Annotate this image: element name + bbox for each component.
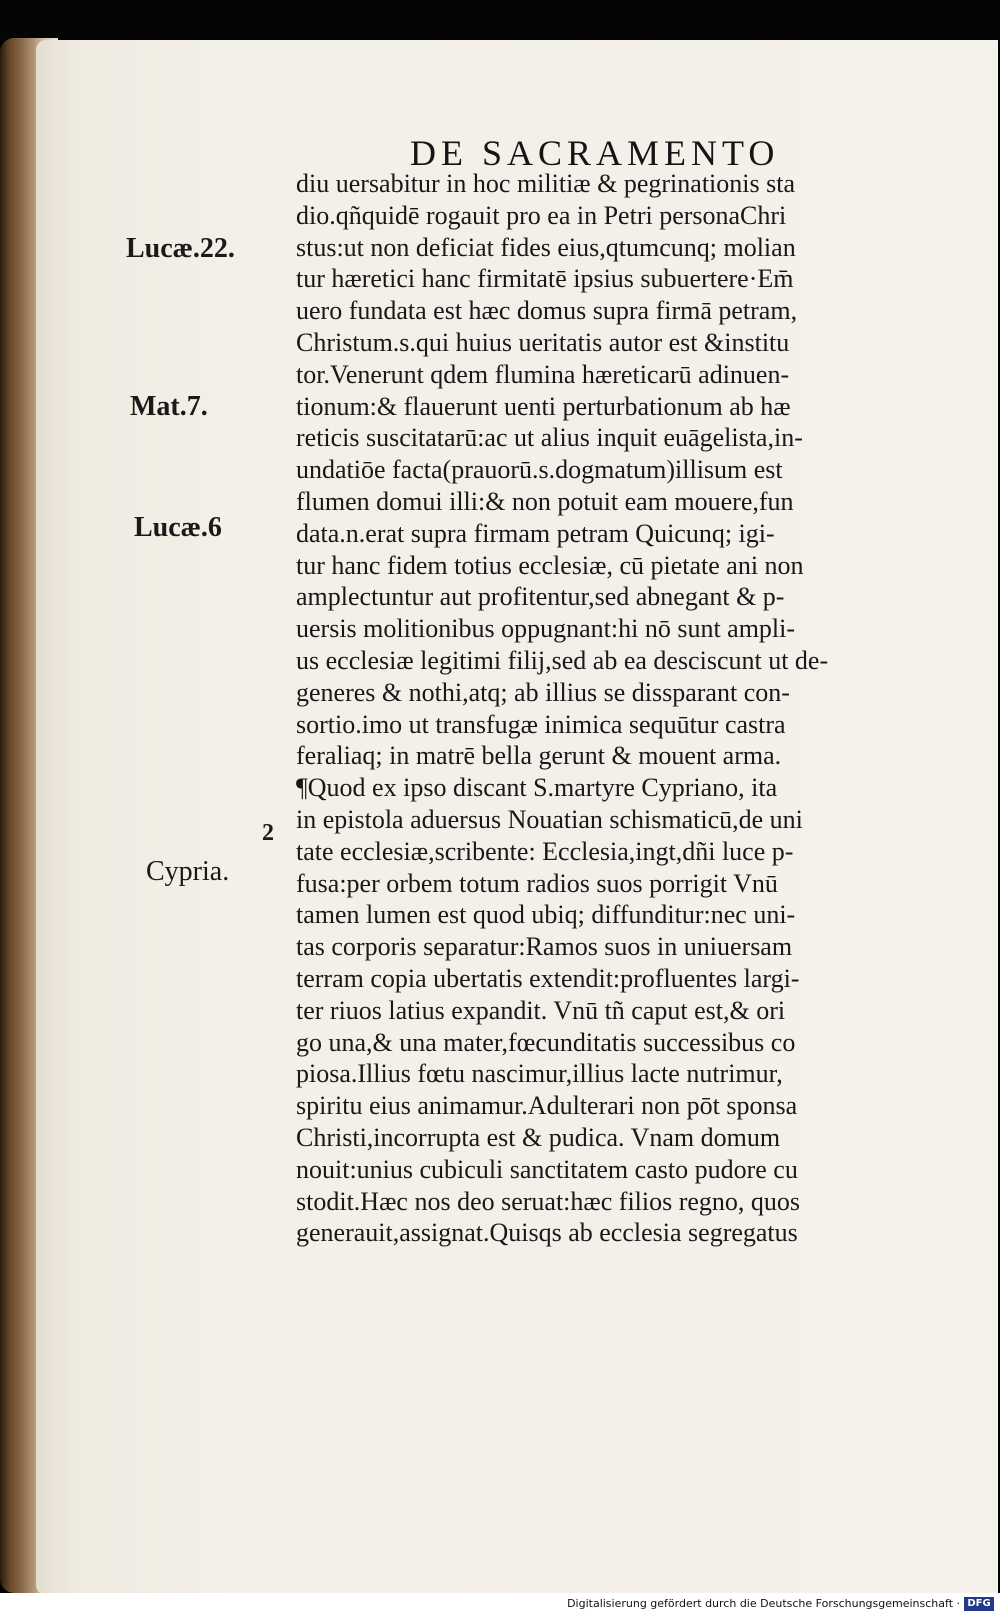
text-line: tur hanc fidem totius ecclesiæ, cū pietate ani non: [296, 550, 804, 580]
text-line: ter riuos latius expandit. Vnū tñ caput est,& ori: [296, 995, 786, 1025]
text-line: tamen lumen est quod ubiq; diffunditur:nec uni-: [296, 900, 796, 930]
text-line: dio.qñquidē rogauit pro ea in Petri personaChri: [296, 200, 787, 230]
scan-top-border: [0, 0, 1000, 42]
text-line: tas corporis separatur:Ramos suos in uniuersam: [296, 932, 793, 962]
running-head: DE SACRAMENTO: [410, 133, 780, 173]
text-line: tionum:& flauerunt uenti perturbationum ab hæ: [296, 391, 791, 421]
text-line: tate ecclesiæ,scribente: Ecclesia,ingt,dñi luce p-: [296, 836, 794, 866]
digitization-credit: Digitalisierung gefördert durch die Deutsche Forschungsgemeinschaft ·: [567, 1597, 960, 1610]
margin-note-matthew-7: Mat.7.: [130, 391, 208, 422]
text-line: terram copia ubertatis extendit:profluentes largi-: [296, 963, 800, 993]
text-line: piosa.Illius fœtu nascimur,illius lacte nutrimur,: [296, 1059, 783, 1089]
text-line: sortio.imo ut transfugæ inimica sequūtur castra: [296, 709, 786, 739]
text-line: Christi,incorrupta est & pudica. Vnam domum: [296, 1122, 781, 1152]
text-line: uero fundata est hæc domus supra firmā petram,: [296, 296, 798, 326]
text-line: generauit,assignat.Quisqs ab ecclesia segregatus: [296, 1218, 798, 1248]
text-line: tor.Venerunt qdem flumina hæreticarū adinuen-: [296, 359, 790, 389]
margin-note-cyprian: Cypria.: [146, 856, 230, 887]
text-line: stus:ut non deficiat fides eius,qtumcunq; molian: [296, 232, 796, 262]
text-line: ¶Quod ex ipso discant S.martyre Cypriano, ita: [296, 773, 778, 803]
text-line: nouit:unius cubiculi sanctitatem casto pudore cu: [296, 1154, 798, 1184]
body-text: [296, 168, 976, 1249]
text-line: fusa:per orbem totum radios suos porrigit Vnū: [296, 868, 778, 898]
text-line: tur hæretici hanc firmitatē ipsius subuertere·Em̄: [296, 264, 794, 294]
text-line: flumen domui illi:& non potuit eam mouere,fun: [296, 486, 794, 516]
text-line: stodit.Hæc nos deo seruat:hæc filios regno, quos: [296, 1186, 801, 1216]
dfg-logo: DFG: [964, 1597, 994, 1611]
text-line: spiritu eius animamur.Adulterari non pōt sponsa: [296, 1091, 798, 1121]
margin-note-luke-22: Lucæ.22.: [126, 233, 235, 264]
text-line: us ecclesiæ legitimi filij,sed ab ea desciscunt ut de-: [296, 645, 829, 675]
margin-note-luke-6: Lucæ.6: [134, 512, 222, 543]
margin-note-number: 2: [262, 820, 274, 846]
text-line: Christum.s.qui huius ueritatis autor est &institu: [296, 327, 790, 357]
text-line: generes & nothi,atq; ab illius se dissparant con-: [296, 677, 790, 707]
text-line: uersis molitionibus oppugnant:hi nō sunt ampli-: [296, 614, 796, 644]
text-line: go una,& una mater,fœcunditatis successibus co: [296, 1027, 796, 1057]
text-line: diu uersabitur in hoc militiæ & pegrinationis sta: [296, 169, 795, 198]
text-line: undatiōe facta(prauorū.s.dogmatum)illisum est: [296, 455, 783, 485]
text-line: reticis suscitatarū:ac ut alius inquit euāgelista,in-: [296, 423, 803, 453]
text-line: in epistola aduersus Nouatian schismaticū,de uni: [296, 804, 803, 834]
text-line: data.n.erat supra firmam petram Quicunq; igi-: [296, 518, 775, 548]
text-line: feraliaq; in matrē bella gerunt & mouent arma.: [296, 741, 782, 771]
text-line: amplectuntur aut profitentur,sed abnegant & p-: [296, 582, 785, 612]
